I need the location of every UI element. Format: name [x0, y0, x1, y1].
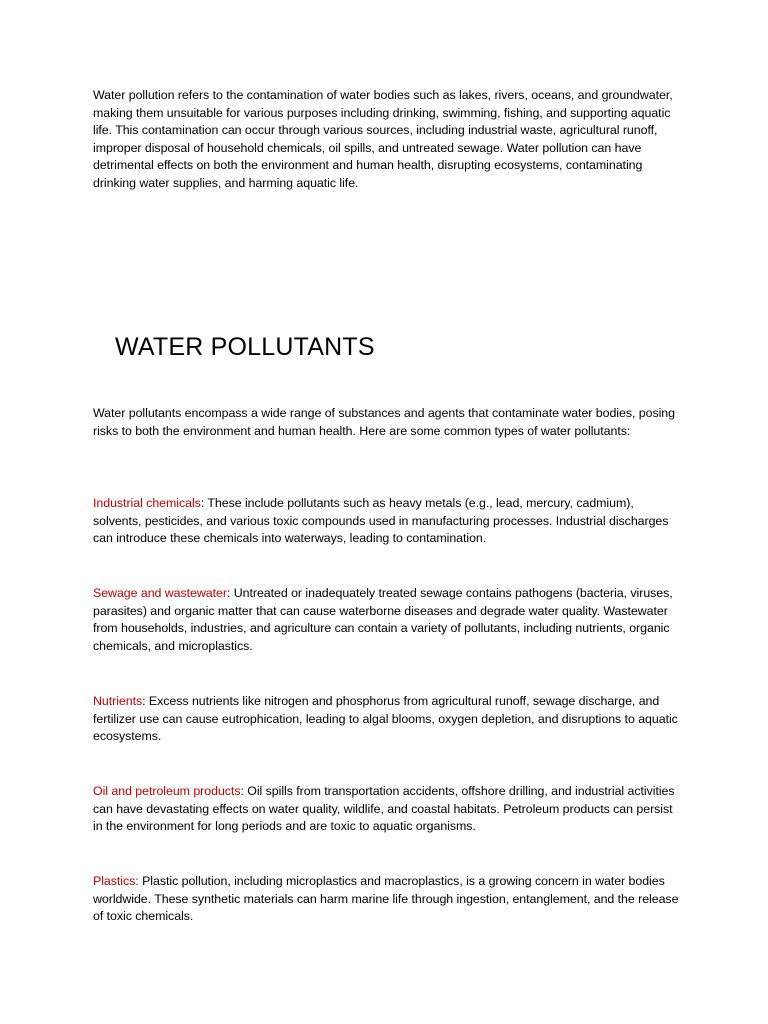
pollutant-item-nutrients: [93, 693, 683, 746]
pollutant-item-oil-and-petroleum: [93, 783, 683, 836]
pollutant-label: Nutrients: [93, 694, 143, 708]
section-lead-paragraph: Water pollutants encompass a wide range of substances and agents that contaminate water bodies, posing risks to both the environment and human health. Here are some common types of water pollutants:: [93, 406, 675, 438]
pollutant-label: Industrial chemicals: [93, 496, 201, 510]
section-heading: WATER POLLUTANTS: [115, 333, 375, 361]
pollutant-item-plastics: [93, 873, 683, 926]
pollutant-description: : Oil spills from transportation accidents, offshore drilling, and industrial activities can have devastating effects on water quality, wildlife, and coastal habitats. Petroleum products can persist in the environment for long periods and are toxic to aquatic organisms.: [93, 784, 675, 834]
pollutant-item-industrial-chemicals: [93, 495, 683, 548]
pollutant-item-sewage-and-wastewater: [93, 585, 683, 655]
pollutant-description: Plastic pollution, including microplastics and macroplastics, is a growing concern in water bodies worldwide. These synthetic materials can harm marine life through ingestion, entanglement, and the release of toxic chemicals.: [93, 874, 679, 924]
pollutant-description: : Excess nutrients like nitrogen and phosphorus from agricultural runoff, sewage discharge, and fertilizer use can cause eutrophication, leading to algal blooms, oxygen depletion, and disruptions to aquatic ecosystems.: [93, 694, 678, 744]
pollutant-description: : Untreated or inadequately treated sewage contains pathogens (bacteria, viruses, parasites) and organic matter that can cause waterborne diseases and degrade water quality. Wastewater from households, industries, and agriculture can contain a variety of pollutants, including nutrients, organic chemicals, and microplastics.: [93, 586, 673, 653]
pollutant-label: Oil and petroleum products: [93, 784, 241, 798]
intro-paragraph: Water pollution refers to the contamination of water bodies such as lakes, rivers, oceans, and groundwater, making them unsuitable for various purposes including drinking, swimming, fishing, and supporting aquatic life. This contamination can occur through various sources, including industrial waste, agricultural runoff, improper disposal of household chemicals, oil spills, and untreated sewage. Water pollution can have detrimental effects on both the environment and human health, disrupting ecosystems, contaminating drinking water supplies, and harming aquatic life.: [93, 88, 673, 190]
pollutant-label: Sewage and wastewater: [93, 586, 227, 600]
pollutant-description: : These include pollutants such as heavy metals (e.g., lead, mercury, cadmium), solvents, pesticides, and various toxic compounds used in manufacturing processes. Industrial discharges can introduce these chemicals into waterways, leading to contamination.: [93, 496, 669, 546]
pollutant-label: Plastics:: [93, 874, 139, 888]
